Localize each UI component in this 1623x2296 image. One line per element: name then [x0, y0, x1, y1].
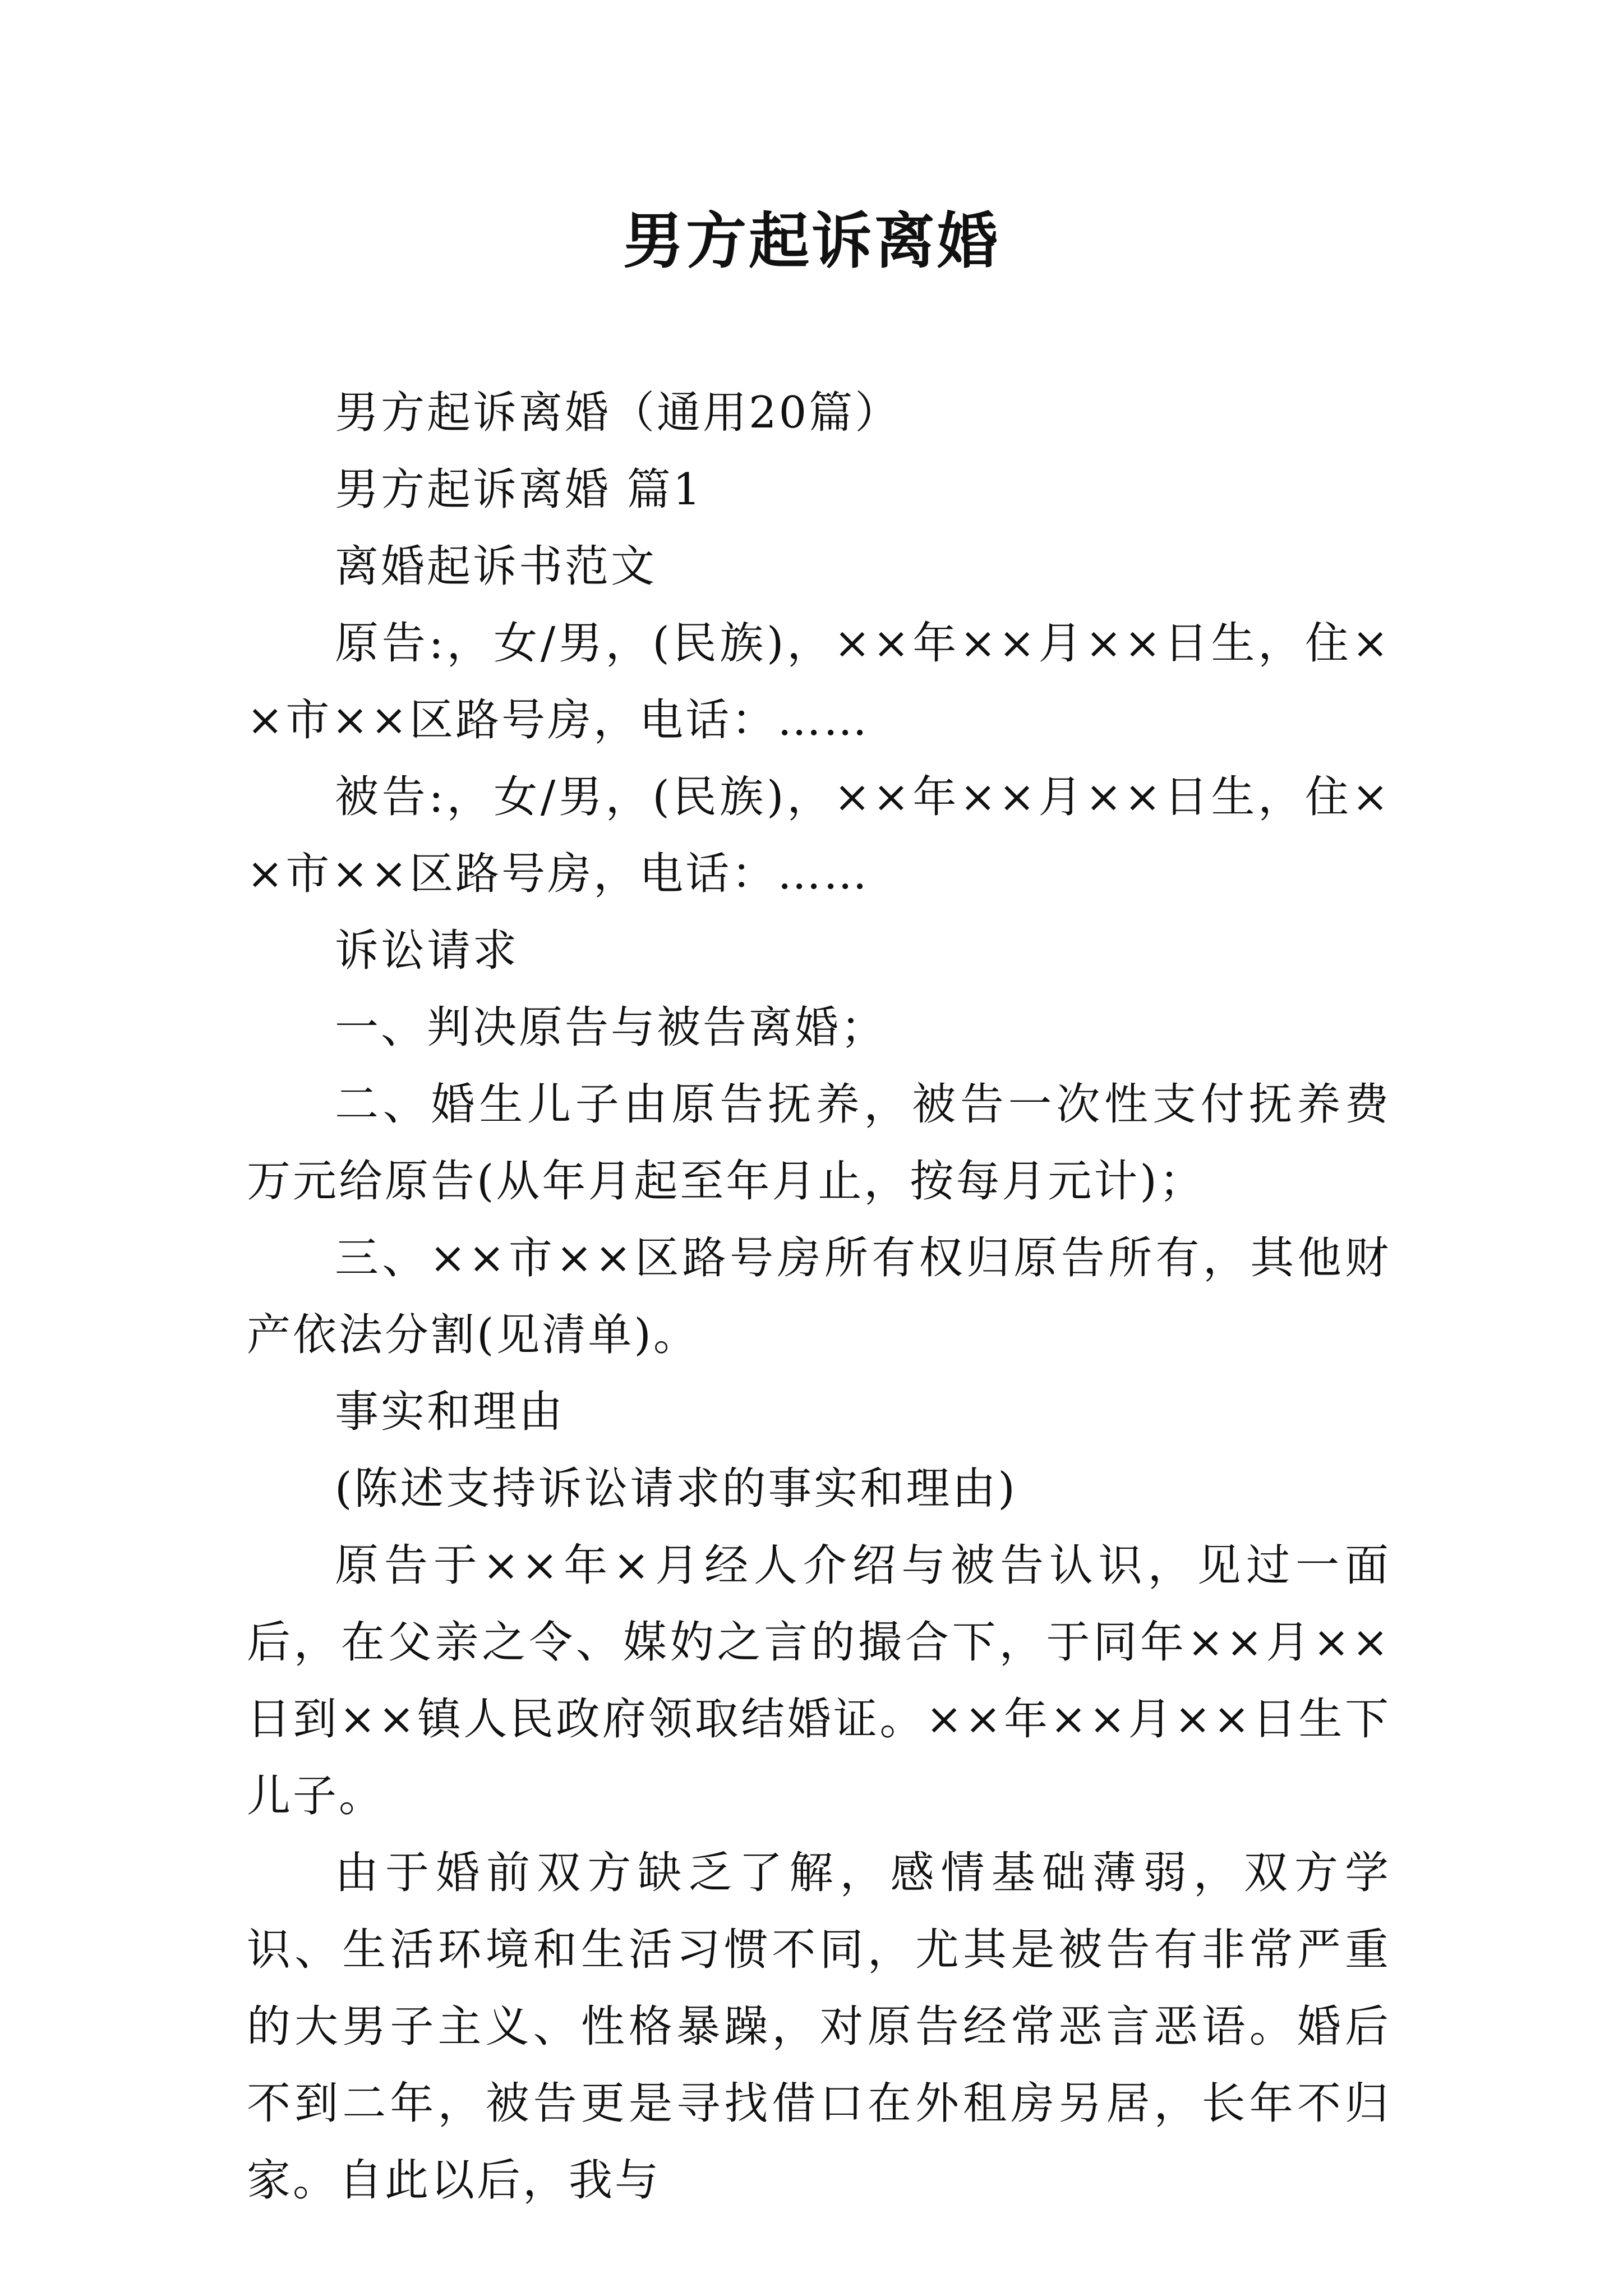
paragraph-claim-3: 三、××市××区路号房所有权归原告所有，其他财产依法分割(见清单)。: [247, 1233, 1391, 1360]
paragraph-claims-heading: 诉讼请求: [335, 926, 519, 976]
paragraph-facts-heading: 事实和理由: [335, 1387, 565, 1437]
paragraph-sample-heading: 离婚起诉书范文: [335, 541, 657, 592]
paragraph-defendant: 被告:，女/男，(民族)，××年××月××日生，住××市××区路号房，电话：……: [247, 772, 1391, 899]
paragraph-facts-1: 原告于××年×月经人介绍与被告认识，见过一面后，在父亲之令、媒妁之言的撮合下，于同年××月××日到××镇人民政府领取结婚证。××年××月××日生下儿子。: [247, 1540, 1391, 1821]
document-title: 男方起诉离婚: [623, 206, 1000, 277]
paragraph-claim-2: 二、婚生儿子由原告抚养，被告一次性支付抚养费万元给原告(从年月起至年月止，按每月元计)；: [247, 1079, 1391, 1207]
document-body: [247, 375, 1391, 2219]
paragraph-section-title: 男方起诉离婚 篇1: [335, 464, 703, 515]
paragraph-facts-note: (陈述支持诉讼请求的事实和理由): [335, 1464, 1017, 1514]
paragraph-collection-title: 男方起诉离婚（通用20篇）: [335, 388, 901, 438]
paragraph-facts-2: 由于婚前双方缺乏了解，感情基础薄弱，双方学识、生活环境和生活习惯不同，尤其是被告有非常严重的大男子主义、性格暴躁，对原告经常恶言恶语。婚后不到二年，被告更是寻找借口在外租房另居，长年不归家。自此以后，我与: [247, 1848, 1391, 2206]
paragraph-claim-1: 一、判决原告与被告离婚；: [335, 1002, 887, 1053]
paragraph-plaintiff: 原告:，女/男，(民族)，××年××月××日生，住××市××区路号房，电话：……: [247, 618, 1391, 746]
